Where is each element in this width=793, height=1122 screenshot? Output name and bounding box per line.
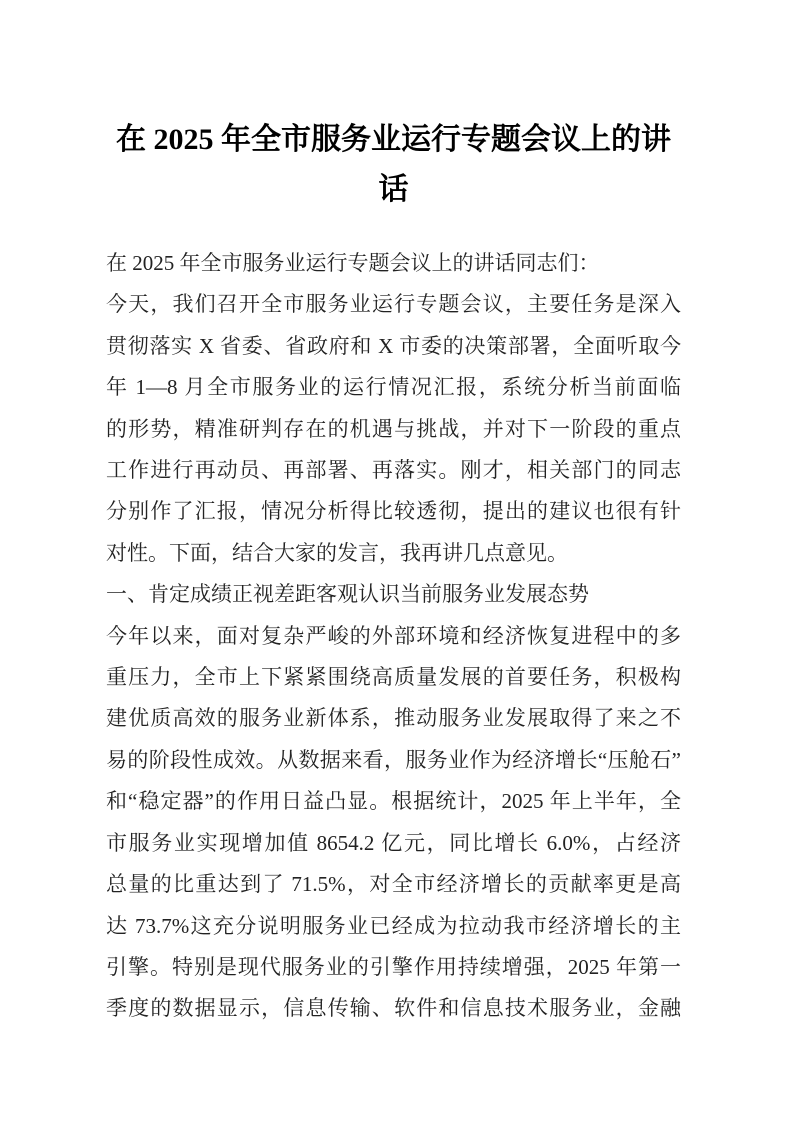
text-line: 达 73.7%这充分说明服务业已经成为拉动我市经济增长的主	[106, 913, 681, 938]
document-paragraphs	[106, 243, 681, 1030]
document-title-line-2: 话	[378, 173, 409, 206]
text-line: 的形势，精准研判存在的机遇与挑战，并对下一阶段的重点	[106, 416, 681, 441]
text-line: 市服务业实现增加值 8654.2 亿元，同比增长 6.0%，占经济	[106, 830, 681, 855]
paragraph-body	[106, 616, 681, 1030]
text-line: 贯彻落实 X 省委、省政府和 X 市委的决策部署，全面听取今	[106, 333, 681, 358]
text-line: 建优质高效的服务业新体系，推动服务业发展取得了来之不	[106, 706, 681, 731]
text-line: 在 2025 年全市服务业运行专题会议上的讲话同志们：	[106, 251, 600, 275]
text-line: 对性。下面，结合大家的发言，我再讲几点意见。	[106, 540, 568, 565]
text-line: 季度的数据显示，信息传输、软件和信息技术服务业，金融	[106, 996, 681, 1021]
document-title	[106, 115, 681, 215]
text-line: 分别作了汇报，情况分析得比较透彻，提出的建议也很有针	[106, 499, 681, 524]
paragraph-salutation	[106, 243, 681, 284]
text-line: 工作进行再动员、再部署、再落实。刚才，相关部门的同志	[106, 458, 681, 483]
text-line: 和“稳定器”的作用日益凸显。根据统计，2025 年上半年，全	[106, 789, 681, 814]
document-title-line-1: 在 2025 年全市服务业运行专题会议上的讲	[116, 123, 671, 156]
text-line: 今年以来，面对复杂严峻的外部环境和经济恢复进程中的多	[106, 623, 681, 648]
text-line: 年 1—8 月全市服务业的运行情况汇报，系统分析当前面临	[106, 375, 681, 400]
text-line: 易的阶段性成效。从数据来看，服务业作为经济增长“压舱石”	[106, 747, 681, 772]
text-line: 今天，我们召开全市服务业运行专题会议，主要任务是深入	[106, 292, 681, 317]
text-line: 总量的比重达到了 71.5%，对全市经济增长的贡献率更是高	[106, 872, 681, 897]
paragraph-body	[106, 284, 681, 574]
text-line: 重压力，全市上下紧紧围绕高质量发展的首要任务，积极构	[106, 665, 681, 690]
paragraph-heading	[106, 574, 681, 615]
section-heading-line: 一、肯定成绩正视差距客观认识当前服务业发展态势	[106, 582, 589, 607]
text-line: 引擎。特别是现代服务业的引擎作用持续增强，2025 年第一	[106, 954, 681, 979]
